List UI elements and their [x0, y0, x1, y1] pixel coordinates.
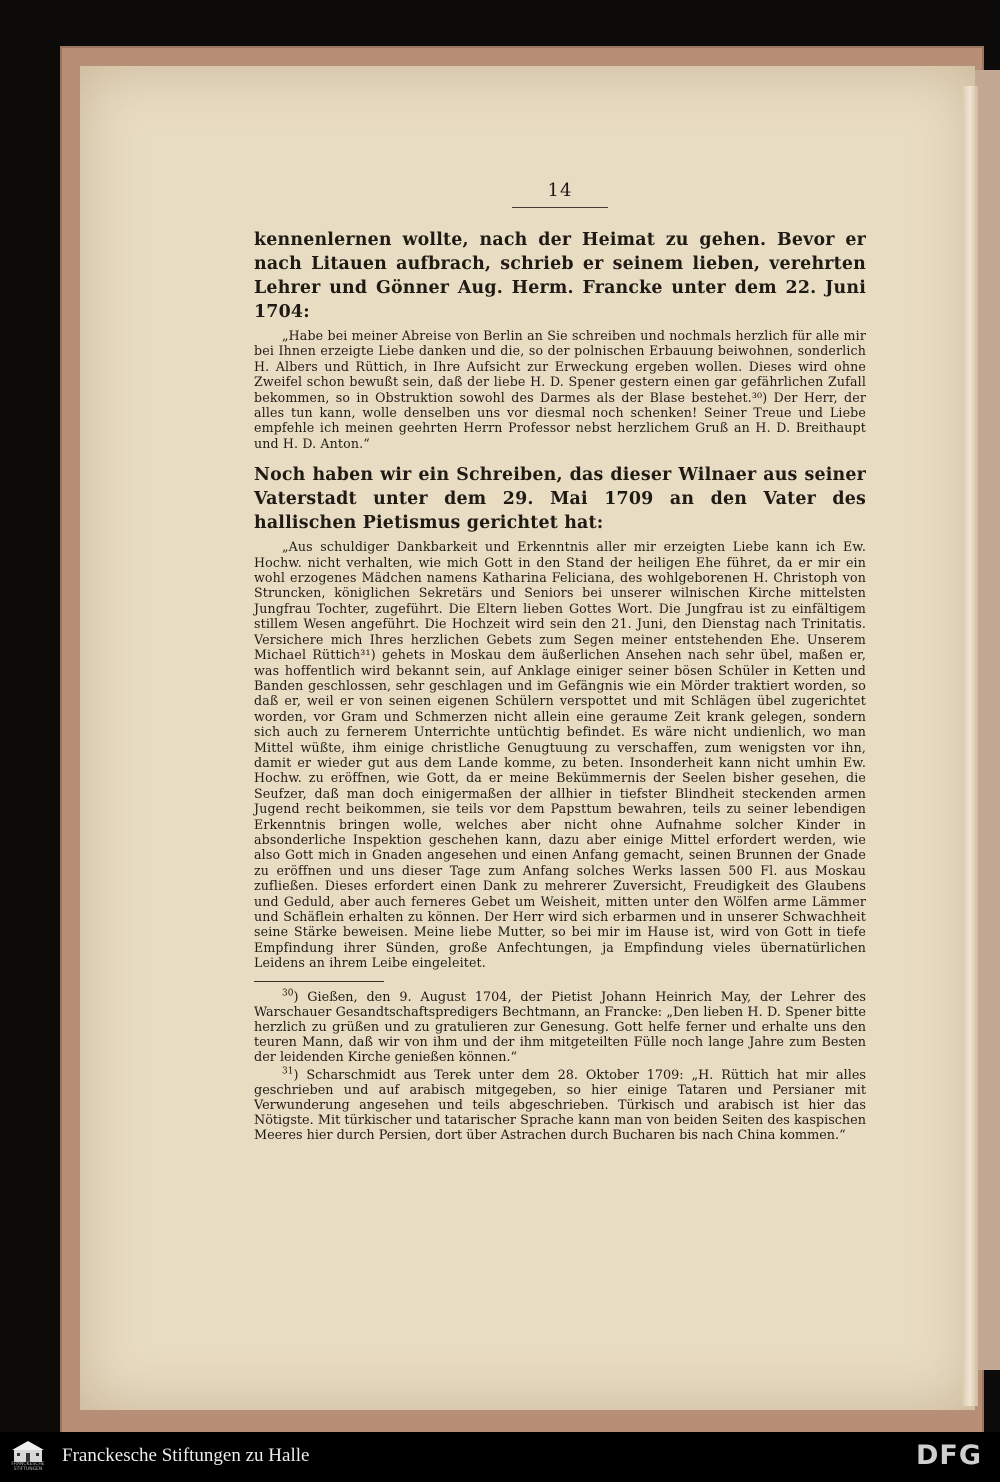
footnote-31-text: ) Scharschmidt aus Terek unter dem 28. Oktober 1709: „H. Rüttich hat mir alles geschrieben und auf arabisch mitgegeben, so hier einige Tataren und Persianer mit Verwunderung angesehen und teils abgeschrieben. Türkisch und arabisch ist hier das Nötigste. Mit türkischer und tatarischer Sprache kann man von beiden Seiten des kaspischen Meeres hier durch Persien, dort über Astrachen durch Bucharen bis nach China kommen.“	[254, 1067, 866, 1144]
institution-link[interactable]: Franckesche Stiftungen zu Halle	[62, 1445, 310, 1466]
page-number: 14	[547, 180, 573, 201]
quote-francke-letter: „Habe bei meiner Abreise von Berlin an Sie schreiben und nochmals herzlich für alle mir bei Ihnen erzeigte Liebe danken und die, so der polnischen Erbauung beiwohnen, sonderlich H. Albers und Rüttich, in Ihre Aufsicht zur Erweckung ergeben wollen. Dieses wird ohne Zweifel schon bewußt sein, daß der liebe H. D. Spener gestern einen gar gefährlichen Zufall bekommen, so in Obstruktion sowohl des Darmes als der Blase bestehet.³⁰) Der Herr, der alles tun kann, wolle denselben uns vor diesmal noch schenken! Seiner Treue und Liebe empfehle ich meinen geehrten Herrn Professor nebst herzlichem Gruß an H. D. Breithaupt und H. D. Anton.“	[254, 328, 866, 451]
foundation-logo-icon[interactable]	[8, 1438, 48, 1478]
page-content	[254, 180, 866, 1146]
footnote-30-mark: 30	[282, 988, 294, 999]
footnote-30	[254, 990, 866, 1066]
footnote-30-text: ) Gießen, den 9. August 1704, der Pietist Johann Heinrich May, der Lehrer des Warschauer Gesandtschaftspredigers Bechtmann, an Francke: „Den lieben H. D. Spener bitte herzlich zu grüßen und zu gratulieren zur Genesung. Gott helfe ferner und erhalte uns den teuren Mann, daß wir von ihm und der ihm mitgeteilten Fülle noch lange Jahre zum Besten der leidenden Kirche genießen können.“	[254, 989, 866, 1066]
body-paragraph-1: kennenlernen wollte, nach der Heimat zu gehen. Bevor er nach Litauen aufbrach, schrieb er seinem lieben, verehrten Lehrer und Gönner Aug. Herm. Francke unter dem 22. Juni 1704:	[254, 230, 866, 322]
page-number-rule	[512, 207, 608, 208]
footnote-31-mark: 31	[282, 1066, 294, 1077]
logo-caption: FRANCKESCHE STIFTUNGEN	[11, 1462, 45, 1472]
viewer-footer	[0, 1432, 1000, 1482]
quote-wilna-letter: „Aus schuldiger Dankbarkeit und Erkenntnis aller mir erzeigten Liebe kann ich Ew. Hochw. nicht verhalten, wie mich Gott in den Stand der heiligen Ehe führet, da er mir ein wohl erzogenes Mädchen namens Katharina Feliciana, des wohlgeborenen H. Christoph von Struncken, königlichen Sekretärs und Seniors bei unserer wilnischen Kirche mittelsten Jungfrau Tochter, zugeführt. Die Eltern lieben Gottes Wort. Die Jungfrau ist zu einfältigem stillem Wesen angeführt. Die Hochzeit wird sein den 21. Juni, den Dienstag nach Trinitatis. Versichere mich Ihres herzlichen Gebets zum Segen meiner entstehenden Ehe. Unserem Michael Rüttich³¹) gehets in Moskau dem äußerlichen Ansehen nach sehr übel, maßen er, was hoffentlich wird bekannt sein, auf Anklage einiger seiner bösen Schüler in Ketten und Banden geschlossen, sehr geschlagen und im Gefängnis wie ein Mörder traktiert worden, so daß er, weil er von seinen eigenen Schülern verspottet und mit Schlägen übel zugerichtet worden, vor Gram und Schmerzen nicht allein eine geraume Zeit krank gelegen, sondern sich auch zu fernerem Unterrichte untüchtig befindet. Es wäre nicht undienlich, wo man Mittel wüßte, ihm einige christliche Genugtuung zu verschaffen, zum wenigsten vor ihn, damit er wieder gut aus dem Lande komme, zu beten. Insonderheit kann nicht umhin Ew. Hochw. zu eröffnen, wie Gott, da er meine Bekümmernis der Seelen bisher gesehen, die Seufzer, daß man doch einigermaßen der allhier in tiefster Blindheit steckenden armen Jugend recht beikommen, sie teils vor dem Papsttum bewahren, teils zu seiner lebendigen Erkenntnis bringen wolle, welches aber nicht ohne Aufnahme solcher Kinder in absonderliche Inspektion geschehen kann, dazu aber einige Mittel erfordert werden, wie also Gott mich in Gnaden angesehen und einen Anfang gemacht, seinen Brunnen der Gnade zu eröffnen und uns dieser Tage zum Anfang solches Werks lassen 500 Fl. aus Moskau zufließen. Dieses erfordert einen Dank zu mehrerer Zuversicht, Freudigkeit des Glaubens und Geduld, aber auch ferneres Gebet um Weisheit, mitten unter den Wölfen arme Lämmer und Schäflein erhalten zu können. Der Herr wird sich erbarmen und in unserer Schwachheit seine Stärke beweisen. Meine liebe Mutter, so bei mir im Hause ist, wird von Gott in tiefe Empfindung ihrer Sünden, große Anfechtungen, ja Empfindung vieles übernatürlichen Leidens an ihrem Leibe eingeleitet.	[254, 539, 866, 971]
page-stack-edge	[962, 86, 978, 1406]
footnote-rule	[254, 981, 384, 982]
footnote-31	[254, 1068, 866, 1144]
dfg-logo[interactable]: DFG	[915, 1440, 982, 1471]
body-paragraph-2: Noch haben wir ein Schreiben, das dieser Wilnaer aus seiner Vaterstadt unter dem 29. Mai 1709 an den Vater des hallischen Pietismus gerichtet hat:	[254, 465, 866, 534]
